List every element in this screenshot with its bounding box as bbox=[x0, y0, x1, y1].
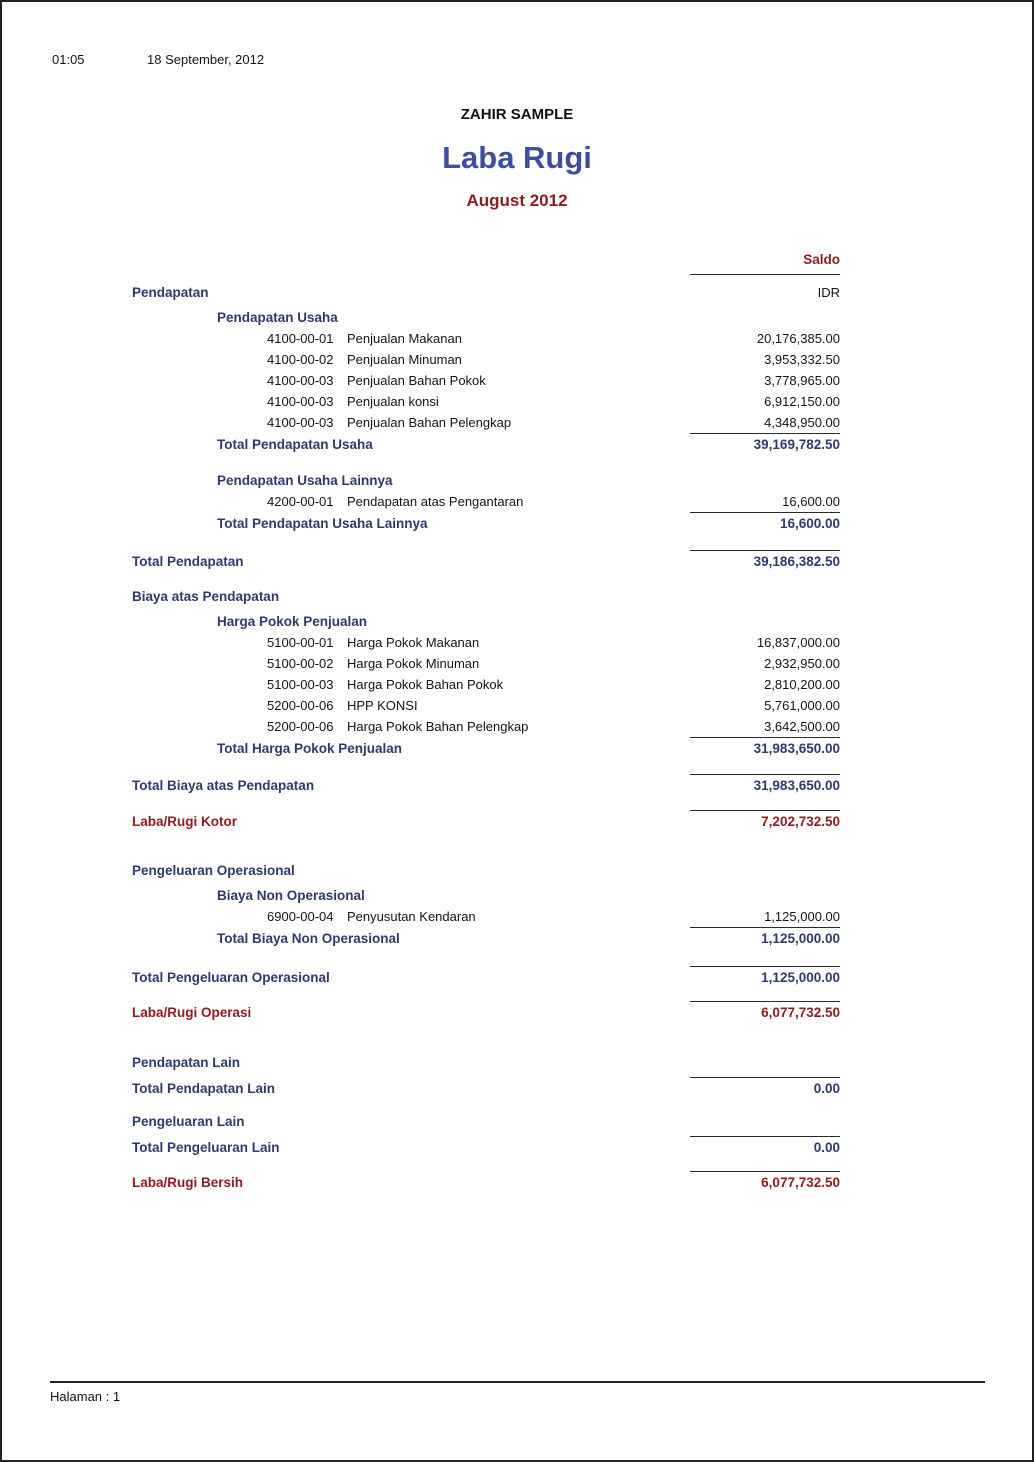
account-name: Harga Pokok Bahan Pelengkap bbox=[347, 719, 529, 734]
account-code: 5100-00-01 bbox=[267, 635, 334, 650]
account-value: 1,125,000.00 bbox=[764, 909, 840, 924]
total-row-pendapatan-lain bbox=[132, 1077, 840, 1099]
section-header-pengeluaran-lain bbox=[132, 1111, 840, 1132]
account-value: 2,932,950.00 bbox=[764, 656, 840, 671]
account-code: 4100-00-02 bbox=[267, 352, 334, 367]
total-row-biaya-atas-pendapatan bbox=[132, 774, 840, 796]
result-value: 7,202,732.50 bbox=[690, 810, 840, 832]
account-value: 6,912,150.00 bbox=[764, 394, 840, 409]
total-label: Total Pengeluaran Operasional bbox=[132, 970, 330, 985]
account-name: Penjualan konsi bbox=[347, 394, 439, 409]
section-header-pendapatan-lain bbox=[132, 1052, 840, 1073]
total-row-pendapatan bbox=[132, 550, 840, 572]
subsection-label: Biaya Non Operasional bbox=[217, 888, 365, 903]
account-value: 4,348,950.00 bbox=[764, 415, 840, 430]
account-entry bbox=[267, 391, 439, 412]
subtotal-row-biaya-non-operasional bbox=[132, 927, 840, 949]
subsection-header-pendapatan-usaha bbox=[132, 307, 840, 328]
section-header-biaya-atas-pendapatan bbox=[132, 586, 840, 607]
account-code: 5100-00-03 bbox=[267, 677, 334, 692]
report-title: Laba Rugi bbox=[442, 140, 592, 175]
account-entry bbox=[267, 328, 462, 349]
account-name: Penjualan Bahan Pokok bbox=[347, 373, 486, 388]
account-value: 3,778,965.00 bbox=[764, 373, 840, 388]
subtotal-row-pendapatan-usaha bbox=[132, 433, 840, 455]
column-header-saldo: Saldo bbox=[690, 249, 840, 275]
result-label: Laba/Rugi Kotor bbox=[132, 814, 237, 829]
subtotal-value: 1,125,000.00 bbox=[690, 927, 840, 949]
result-value: 6,077,732.50 bbox=[690, 1001, 840, 1023]
subsection-label: Pendapatan Usaha bbox=[217, 310, 338, 325]
account-entry bbox=[267, 370, 486, 391]
account-row bbox=[132, 695, 840, 716]
subtotal-label: Total Pendapatan Usaha Lainnya bbox=[217, 516, 428, 531]
subtotal-value: 31,983,650.00 bbox=[690, 737, 840, 759]
account-entry bbox=[267, 412, 511, 433]
print-time: 01:05 bbox=[52, 52, 85, 67]
account-row bbox=[132, 349, 840, 370]
account-code: 4200-00-01 bbox=[267, 494, 334, 509]
total-label: Total Biaya atas Pendapatan bbox=[132, 778, 315, 793]
section-label: Pengeluaran Operasional bbox=[132, 863, 295, 878]
account-code: 4100-00-03 bbox=[267, 394, 334, 409]
account-name: Harga Pokok Minuman bbox=[347, 656, 480, 671]
account-value: 20,176,385.00 bbox=[756, 331, 840, 346]
account-name: Penjualan Minuman bbox=[347, 352, 462, 367]
section-header-pengeluaran-operasional bbox=[132, 860, 840, 881]
account-entry bbox=[267, 716, 528, 737]
account-code: 4100-00-03 bbox=[267, 373, 334, 388]
account-value: 3,953,332.50 bbox=[764, 352, 840, 367]
subtotal-row-harga-pokok-penjualan bbox=[132, 737, 840, 759]
account-code: 5200-00-06 bbox=[267, 698, 334, 713]
total-value: 0.00 bbox=[690, 1077, 840, 1099]
result-value: 6,077,732.50 bbox=[690, 1171, 840, 1193]
account-code: 6900-00-04 bbox=[267, 909, 334, 924]
subsection-header-biaya-non-operasional bbox=[132, 885, 840, 906]
subtotal-label: Total Pendapatan Usaha bbox=[217, 437, 373, 452]
account-entry bbox=[267, 491, 523, 512]
account-name: Penyusutan Kendaran bbox=[347, 909, 476, 924]
report-body bbox=[132, 249, 840, 1193]
total-label: Total Pendapatan bbox=[132, 554, 244, 569]
account-value: 3,642,500.00 bbox=[764, 719, 840, 734]
total-value: 39,186,382.50 bbox=[690, 550, 840, 572]
section-label: Biaya atas Pendapatan bbox=[132, 589, 280, 604]
section-label: Pendapatan Lain bbox=[132, 1055, 241, 1070]
report-period: August 2012 bbox=[466, 191, 568, 210]
account-name: Penjualan Makanan bbox=[347, 331, 462, 346]
account-value: 16,600.00 bbox=[782, 494, 840, 509]
account-code: 5200-00-06 bbox=[267, 719, 334, 734]
total-row-pengeluaran-lain bbox=[132, 1136, 840, 1158]
footer-page-number: Halaman : 1 bbox=[50, 1389, 121, 1404]
subsection-label: Pendapatan Usaha Lainnya bbox=[217, 473, 393, 488]
total-label: Total Pengeluaran Lain bbox=[132, 1140, 280, 1155]
column-header-row bbox=[132, 249, 840, 275]
print-date: 18 September, 2012 bbox=[147, 52, 265, 67]
account-name: HPP KONSI bbox=[347, 698, 418, 713]
account-name: Penjualan Bahan Pelengkap bbox=[347, 415, 512, 430]
account-row bbox=[132, 674, 840, 695]
account-row bbox=[132, 906, 840, 927]
section-label: Pengeluaran Lain bbox=[132, 1114, 245, 1129]
account-entry bbox=[267, 632, 479, 653]
subtotal-label: Total Biaya Non Operasional bbox=[217, 931, 400, 946]
account-value: 5,761,000.00 bbox=[764, 698, 840, 713]
account-code: 5100-00-02 bbox=[267, 656, 334, 671]
subsection-header-harga-pokok-penjualan bbox=[132, 611, 840, 632]
account-entry bbox=[267, 906, 476, 927]
account-entry bbox=[267, 653, 479, 674]
account-row bbox=[132, 328, 840, 349]
account-name: Pendapatan atas Pengantaran bbox=[347, 494, 524, 509]
section-header-pendapatan bbox=[132, 282, 840, 303]
subsection-header-pendapatan-usaha-lainnya bbox=[132, 470, 840, 491]
account-entry bbox=[267, 349, 462, 370]
account-row bbox=[132, 370, 840, 391]
account-row bbox=[132, 491, 840, 512]
account-value: 2,810,200.00 bbox=[764, 677, 840, 692]
account-entry bbox=[267, 695, 418, 716]
result-row-laba-rugi-operasi bbox=[132, 1001, 840, 1023]
account-row bbox=[132, 632, 840, 653]
currency-label: IDR bbox=[817, 285, 840, 300]
total-value: 31,983,650.00 bbox=[690, 774, 840, 796]
subtotal-row-pendapatan-usaha-lainnya bbox=[132, 512, 840, 534]
result-label: Laba/Rugi Operasi bbox=[132, 1005, 252, 1020]
subsection-label: Harga Pokok Penjualan bbox=[217, 614, 368, 629]
account-value: 16,837,000.00 bbox=[756, 635, 840, 650]
total-value: 0.00 bbox=[690, 1136, 840, 1158]
account-name: Harga Pokok Makanan bbox=[347, 635, 480, 650]
account-name: Harga Pokok Bahan Pokok bbox=[347, 677, 504, 692]
subtotal-value: 39,169,782.50 bbox=[690, 433, 840, 455]
account-code: 4100-00-01 bbox=[267, 331, 334, 346]
account-row bbox=[132, 716, 840, 737]
subtotal-label: Total Harga Pokok Penjualan bbox=[217, 741, 403, 756]
company-name: ZAHIR SAMPLE bbox=[460, 106, 574, 123]
account-row bbox=[132, 653, 840, 674]
total-value: 1,125,000.00 bbox=[690, 966, 840, 988]
result-label: Laba/Rugi Bersih bbox=[132, 1175, 244, 1190]
section-label: Pendapatan bbox=[132, 285, 209, 300]
account-row bbox=[132, 412, 840, 433]
result-row-laba-rugi-kotor bbox=[132, 810, 840, 832]
account-entry bbox=[267, 674, 503, 695]
result-row-laba-rugi-bersih bbox=[132, 1171, 840, 1193]
total-row-pengeluaran-operasional bbox=[132, 966, 840, 988]
page-footer bbox=[50, 1381, 985, 1404]
subtotal-value: 16,600.00 bbox=[690, 512, 840, 534]
account-code: 4100-00-03 bbox=[267, 415, 334, 430]
total-label: Total Pendapatan Lain bbox=[132, 1081, 276, 1096]
account-row bbox=[132, 391, 840, 412]
